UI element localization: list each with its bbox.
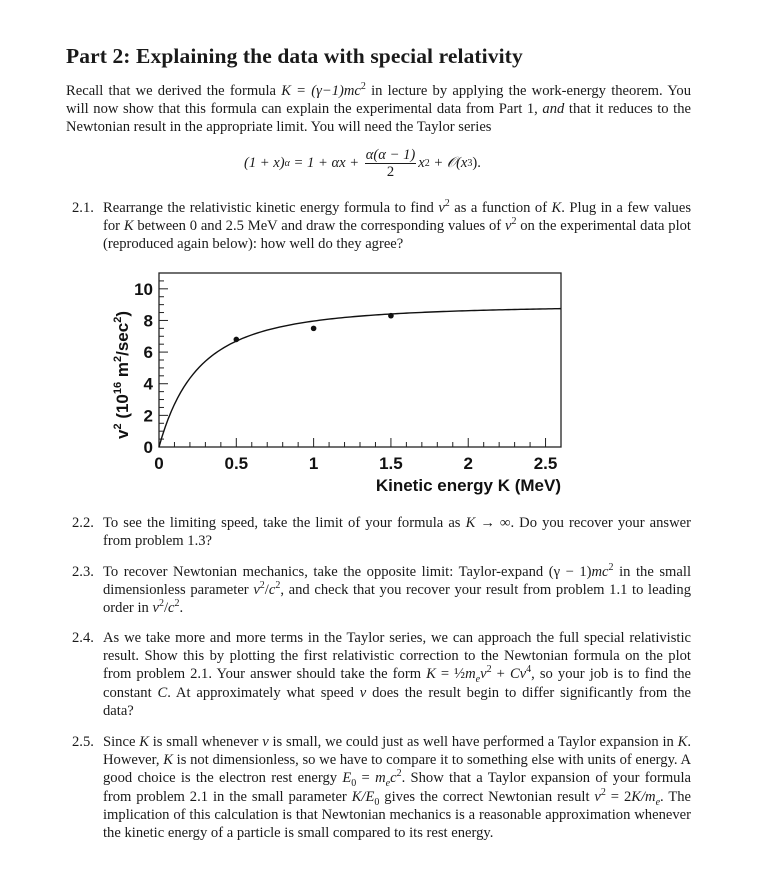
x-tick-label: 2 <box>463 454 473 473</box>
math: K <box>163 752 173 769</box>
x-tick-label: 1.5 <box>379 454 403 473</box>
superscript: 2 <box>608 562 614 574</box>
text: . At approximately what speed <box>167 684 360 701</box>
superscript: 2 <box>360 81 366 93</box>
math: m <box>375 770 386 787</box>
math: c <box>168 600 175 617</box>
taylor-series-equation: (1 + x) α = 1 + αx + $\frac{\alpha(\alpha - 1)}{2}$ x 2 + 𝒪(x 3 ). <box>244 147 481 180</box>
x-tick-label: 0 <box>154 454 164 473</box>
math: K/m <box>631 788 656 805</box>
superscript: 2 <box>174 598 180 610</box>
eq-lhs: (1 + x) <box>244 155 285 171</box>
eq-tail: + 𝒪(x <box>429 155 468 171</box>
math: K <box>139 734 149 750</box>
text: gives the correct Newtonian result <box>379 788 595 805</box>
math: K/E <box>351 788 375 805</box>
y-tick-label: 8 <box>143 311 153 331</box>
eq-tail-end: ). <box>472 155 481 171</box>
text: . The implication of this calculation is that Newtonian mechanics is a reasonable approximation whenever the kinetic energy of a particle is small compared to its rest energy. <box>103 788 692 842</box>
text: To see the limiting speed, take the limit of your formula as <box>103 515 466 531</box>
math: v <box>359 684 367 701</box>
y-tick-label: 0 <box>143 438 153 457</box>
relativistic-curve <box>159 309 561 447</box>
text: / <box>264 582 269 599</box>
problem-number: 2.5. <box>72 734 94 750</box>
subscript: 0 <box>351 778 357 790</box>
problem-2-2 <box>72 514 691 550</box>
problem-text <box>103 629 691 720</box>
problem-2-5 <box>72 733 691 842</box>
data-point <box>311 326 317 332</box>
text: = 2 <box>605 788 632 805</box>
eq-rhs: x <box>418 155 425 171</box>
text: is small, we could just as well have performed a Taylor expansion in <box>268 734 678 750</box>
math: c <box>268 582 276 599</box>
math: K → ∞ <box>465 515 511 531</box>
text: between 0 and 2.5 MeV and draw the corresponding values of <box>133 218 505 235</box>
problem-text <box>103 199 691 254</box>
text: . However, <box>103 734 691 769</box>
superscript: 2 <box>396 768 402 780</box>
math: K <box>426 666 436 683</box>
math: v <box>253 582 260 599</box>
intro-paragraph <box>66 82 691 137</box>
math: v <box>438 200 445 216</box>
problem-2-1 <box>72 199 691 254</box>
kinetic-energy-formula: K = (γ−1)mc <box>281 83 361 99</box>
eq-mid: = 1 + αx + <box>289 155 363 171</box>
text: in the small dimensionless parameter <box>103 564 691 599</box>
text: as a function of <box>449 200 552 216</box>
math: v <box>504 218 512 235</box>
problem-2-4 <box>72 629 691 720</box>
superscript: 2 <box>486 664 492 676</box>
math: K <box>551 200 562 216</box>
math: mc <box>591 564 609 580</box>
superscript: 4 <box>526 664 532 676</box>
math: v <box>152 600 159 617</box>
math: K <box>677 734 688 750</box>
intro-text: Recall that we derived the formula <box>66 83 282 99</box>
text: . Plug in a few values for <box>103 200 691 235</box>
eq-fraction-numerator: α(α − 1) <box>365 147 416 163</box>
plot-svg <box>100 262 580 497</box>
text: is small whenever <box>148 734 263 750</box>
experimental-data-plot <box>100 262 580 497</box>
y-tick-label: 2 <box>143 406 153 426</box>
math: v <box>262 734 269 750</box>
problem-number: 2.3. <box>72 564 94 580</box>
subscript: 0 <box>374 796 380 808</box>
subscript: e <box>385 778 391 790</box>
problem-number: 2.1. <box>72 200 94 216</box>
superscript: 2 <box>600 786 606 798</box>
problem-text <box>103 514 691 550</box>
text: = <box>356 770 376 787</box>
x-tick-label: 0.5 <box>224 454 249 473</box>
text: . Do you recover your answer from problem 1.3? <box>103 515 691 550</box>
problem-number: 2.4. <box>72 630 94 646</box>
superscript: 2 <box>511 216 517 228</box>
emphasis: and <box>542 101 565 118</box>
text: = ½ <box>435 666 466 683</box>
subscript: e <box>655 796 661 808</box>
math: E <box>342 770 352 787</box>
text: on the experimental data plot (reproduced again below): how well do they agree? <box>103 218 691 253</box>
math: K <box>123 218 134 235</box>
text: / <box>163 600 168 617</box>
y-tick-label: 10 <box>134 279 153 299</box>
math: v <box>594 788 601 805</box>
plot-frame <box>159 273 561 447</box>
math: m <box>465 666 476 683</box>
text: . <box>179 600 184 617</box>
y-axis-label: $v^2$ ($10^{16}$ $m^2/\sec^2$) <box>112 311 132 439</box>
intro-text: in lecture by applying the work-energy theorem. You will now show that this formula can explain the experimental data from Part 1, <box>66 83 691 118</box>
math: C <box>157 684 168 701</box>
math: c <box>390 770 397 787</box>
text: Since <box>103 734 140 750</box>
x-axis-label: Kinetic energy K (MeV) <box>375 476 561 495</box>
text: does the result begin to differ significantly from the data? <box>103 684 691 719</box>
superscript: 2 <box>444 198 450 210</box>
x-tick-label: 1 <box>308 454 319 473</box>
text: , and check that you recover your result from problem 1.1 to leading order in <box>103 582 691 617</box>
text: Rearrange the relativistic kinetic energy formula to find <box>103 200 439 216</box>
text: To recover Newtonian mechanics, take the opposite limit: Taylor-expand (γ − 1) <box>103 564 592 580</box>
y-tick-label: 6 <box>143 343 153 363</box>
y-tick-label: 4 <box>143 374 153 394</box>
problem-number: 2.2. <box>72 515 94 531</box>
text: As we take more and more terms in the Taylor series, we can approach the full special relativistic result. Show this by plotting the first relativistic correction to the Newtonian formula on the plot from problem 2.1. Your answer should take the form <box>103 630 691 683</box>
intro-text: that it reduces to the Newtonian result in the appropriate limit. You will need the Taylor series <box>66 101 692 136</box>
text: + <box>491 666 510 683</box>
problem-2-3 <box>72 563 691 618</box>
text: , so your job is to find the constant <box>103 666 691 701</box>
superscript: 2 <box>259 580 265 592</box>
x-tick-label: 2.5 <box>533 454 558 473</box>
problem-text <box>103 733 691 842</box>
math: Cv <box>509 666 527 683</box>
superscript: 2 <box>275 580 281 592</box>
math: v <box>480 666 487 683</box>
subscript: e <box>475 674 481 686</box>
section-title: Part 2: Explaining the data with special relativity <box>66 44 523 68</box>
eq-fraction <box>365 147 416 180</box>
text: is not dimensionless, so we have to compare it to something else with units of energy. A good choice is the electron rest energy <box>103 752 691 787</box>
text: . Show that a Taylor expansion of your formula from problem 2.1 in the small parameter <box>103 770 691 805</box>
problem-text <box>103 563 691 618</box>
superscript: 2 <box>158 598 164 610</box>
eq-fraction-denominator: 2 <box>386 164 395 180</box>
